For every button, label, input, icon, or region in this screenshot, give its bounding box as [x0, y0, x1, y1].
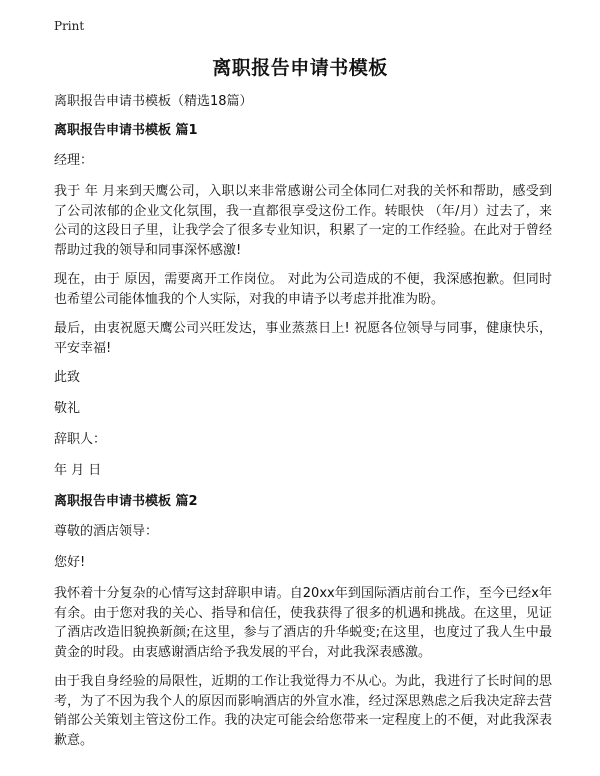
section-1-date: 年 月 日 — [54, 463, 102, 478]
section-1-closing-1: 此致 — [54, 370, 81, 385]
section-1-paragraph-3: 最后，由衷祝愿天鹰公司兴旺发达，事业蒸蒸日上! 祝愿各位领导与同事，健康快乐，平安幸福! — [54, 321, 552, 356]
section-1-greeting: 经理： — [54, 153, 94, 168]
section-1-paragraph-1: 我于 年 月来到天鹰公司，入职以来非常感谢公司全体同仁对我的关怀和帮助，感受到了公司浓郁的企业文化氛围，我一直都很享受这份工作。转眼快 （年/月）过去了，来公司的这段日子里，让我学会了很多专业知识，积累了一定的工作经验。在此对于曾经帮助过我的领导和同事深怀感激! — [54, 184, 552, 258]
section-2-heading: 离职报告申请书模板 篇2 — [54, 494, 198, 509]
document-subtitle: 离职报告申请书模板（精选18篇） — [54, 94, 253, 109]
section-1-closing-2: 敬礼 — [54, 401, 81, 416]
section-1-paragraph-2: 现在，由于 原因，需要离开工作岗位。 对此为公司造成的不便，我深感抱歉。但同时也希望公司能体恤我的个人实际，对我的申请予以考虑并批准为盼。 — [54, 272, 552, 307]
section-2-hello: 您好! — [54, 555, 86, 570]
section-1-signature: 辞职人： — [54, 432, 107, 447]
page-title: 离职报告申请书模板 — [212, 57, 388, 79]
section-2-greeting: 尊敬的酒店领导： — [54, 524, 159, 539]
section-2-paragraph-2: 由于我自身经验的局限性，近期的工作让我觉得力不从心。为此，我进行了长时间的思考，为了不因为我个人的原因而影响酒店的外宣水准，经过深思熟虑之后我决定辞去营销部公关策划主管这份工作。我的决定可能会给您带来一定程度上的不便，对此我深表歉意。 — [54, 674, 552, 748]
section-2-paragraph-1: 我怀着十分复杂的心情写这封辞职申请。自20xx年到国际酒店前台工作，至今已经x年有余。由于您对我的关心、指导和信任，使我获得了很多的机遇和挑战。在这里，见证了酒店改造旧貌换新颜;在这里，参与了酒店的升华蜕变;在这里，也度过了我人生中最黄金的时段。由衷感谢酒店给予我发展的平台，对此我深表感激。 — [54, 586, 552, 660]
document-body — [54, 92, 552, 760]
section-1-heading: 离职报告申请书模板 篇1 — [54, 123, 198, 138]
print-link[interactable]: Print — [54, 19, 85, 33]
